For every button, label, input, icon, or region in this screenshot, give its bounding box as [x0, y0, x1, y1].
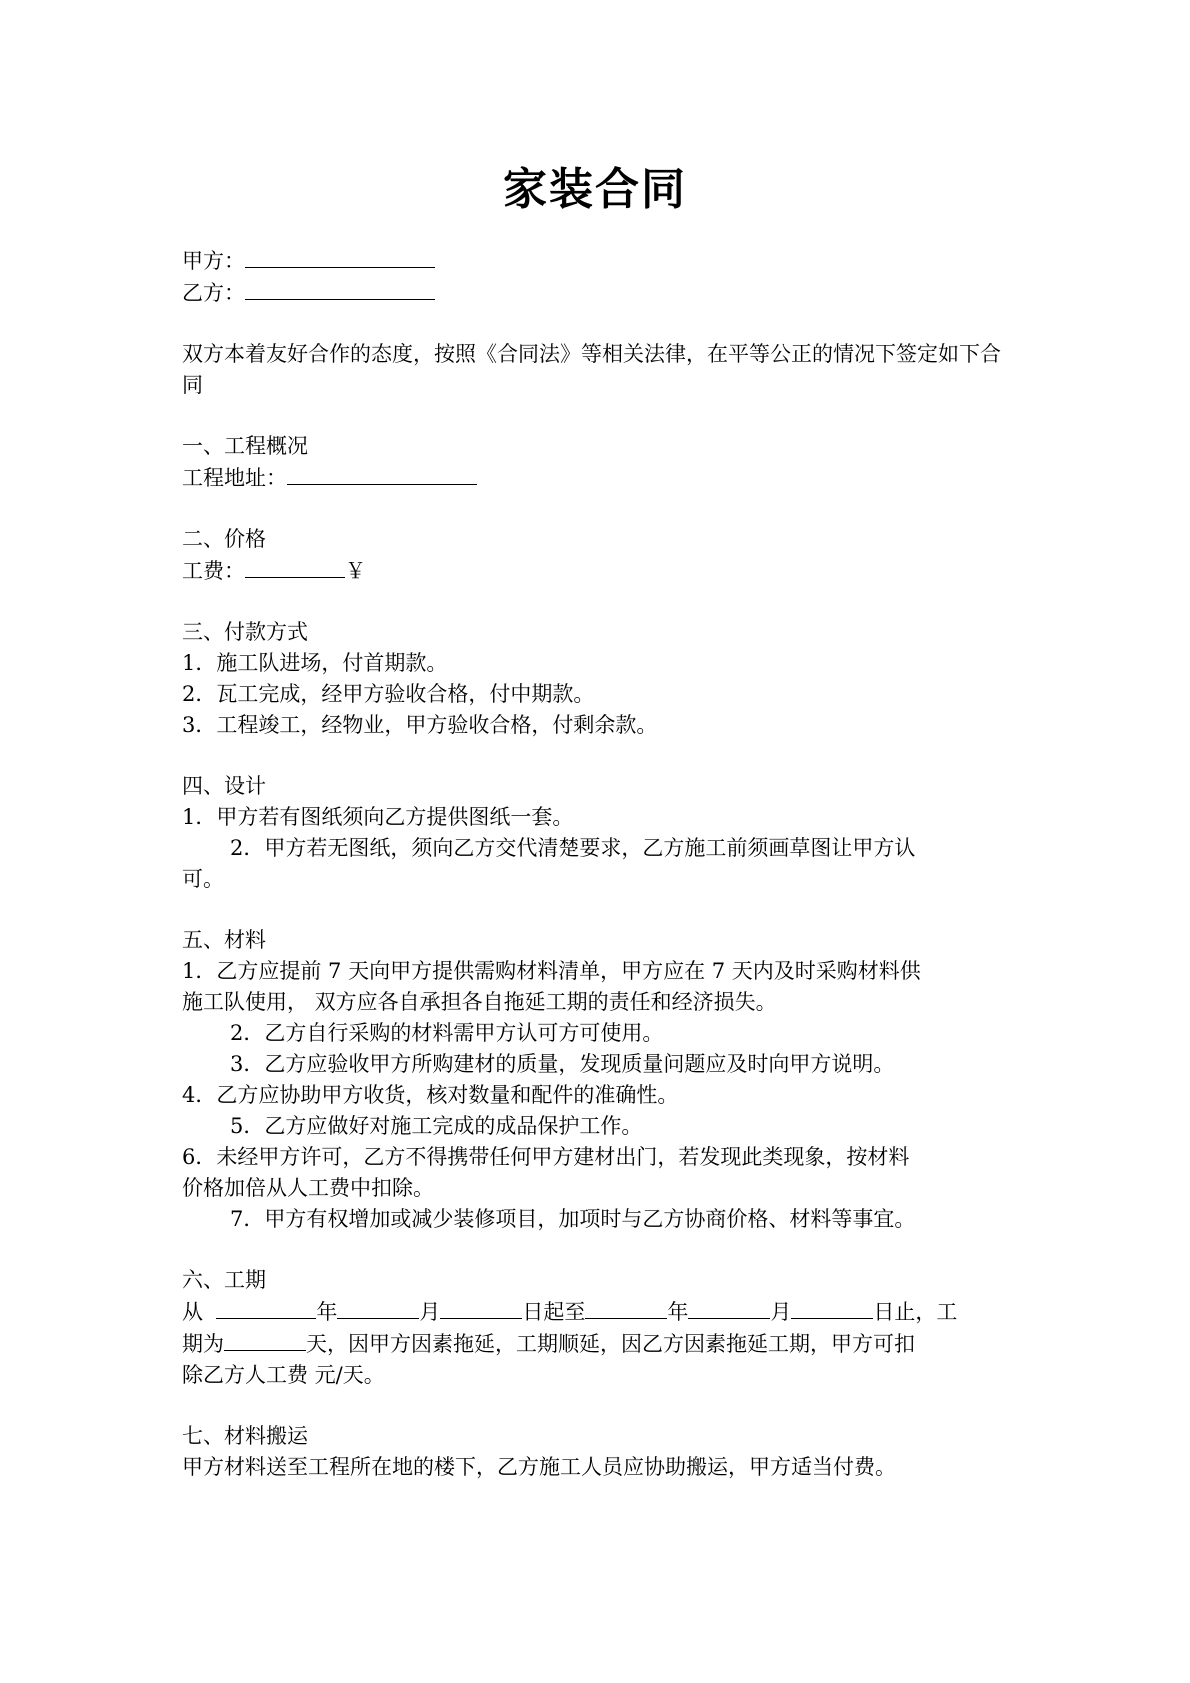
days-blank — [224, 1328, 306, 1351]
end-day-blank — [791, 1296, 873, 1319]
list-item: 1．甲方若有图纸须向乙方提供图纸一套。 — [182, 805, 574, 829]
s2-heading: 二、价格 — [182, 527, 266, 551]
party-b-line — [182, 277, 1012, 309]
day-to-label: 日止，工 — [873, 1300, 958, 1324]
s7-heading: 七、材料搬运 — [182, 1424, 308, 1448]
from-label: 从 — [182, 1300, 203, 1324]
year-label: 年 — [316, 1300, 338, 1324]
month-label: 月 — [770, 1300, 792, 1324]
list-item: 3．工程竣工，经物业，甲方验收合格，付剩余款。 — [182, 713, 658, 737]
s6-heading: 六、工期 — [182, 1268, 266, 1292]
s5-heading: 五、材料 — [182, 928, 266, 952]
start-day-blank — [440, 1296, 522, 1319]
s7-text: 甲方材料送至工程所在地的楼下，乙方施工人员应协助搬运，甲方适当付费。 — [182, 1455, 896, 1479]
end-month-blank — [688, 1296, 770, 1319]
address-blank — [287, 462, 477, 485]
end-year-blank — [585, 1296, 667, 1319]
intro-paragraph: 双方本着友好合作的态度，按照《合同法》等相关法律，在平等公正的情况下签定如下合同 — [182, 342, 1001, 397]
party-a-label: 甲方： — [182, 249, 245, 273]
list-item: 7．甲方有权增加或减少装修项目，加项时与乙方协商价格、材料等事宜。 — [230, 1207, 916, 1231]
s1-heading: 一、工程概况 — [182, 434, 308, 458]
currency-symbol: ￥ — [345, 559, 366, 583]
day-from-label: 日起至 — [522, 1300, 586, 1324]
list-item: 施工队使用， 双方应各自承担各自拖延工期的责任和经济损失。 — [182, 990, 777, 1014]
fee-blank — [245, 555, 345, 578]
year-label: 年 — [667, 1300, 689, 1324]
document-title: 家装合同 — [503, 164, 687, 215]
fee-label: 工费： — [182, 559, 245, 583]
party-b-blank — [245, 277, 435, 300]
address-line — [182, 462, 1012, 494]
list-item: 6．未经甲方许可，乙方不得携带任何甲方建材出门，若发现此类现象，按材料 — [182, 1145, 910, 1169]
list-item: 4．乙方应协助甲方收货，核对数量和配件的准确性。 — [182, 1083, 679, 1107]
days-text: 天，因甲方因素拖延，工期顺延，因乙方因素拖延工期，甲方可扣 — [306, 1332, 915, 1356]
party-a-line — [182, 245, 1012, 277]
month-label: 月 — [419, 1300, 441, 1324]
list-item: 3．乙方应验收甲方所购建材的质量，发现质量问题应及时向甲方说明。 — [230, 1052, 895, 1076]
period-line-1 — [182, 1296, 1012, 1328]
list-item: 2．瓦工完成，经甲方验收合格，付中期款。 — [182, 682, 595, 706]
fee-line — [182, 555, 1012, 587]
s4-heading: 四、设计 — [182, 774, 266, 798]
period-line-2 — [182, 1328, 1012, 1360]
address-label: 工程地址： — [182, 466, 287, 490]
list-item: 价格加倍从人工费中扣除。 — [182, 1176, 434, 1200]
list-item: 5．乙方应做好对施工完成的成品保护工作。 — [230, 1114, 643, 1138]
document-body — [182, 245, 1012, 1483]
start-month-blank — [337, 1296, 419, 1319]
list-item: 1．乙方应提前 7 天向甲方提供需购材料清单，甲方应在 7 天内及时采购材料供 — [182, 959, 921, 983]
period-line-3: 除乙方人工费 元/天。 — [182, 1363, 385, 1387]
list-item: 1．施工队进场，付首期款。 — [182, 651, 448, 675]
s3-heading: 三、付款方式 — [182, 620, 308, 644]
list-item: 2．甲方若无图纸，须向乙方交代清楚要求，乙方施工前须画草图让甲方认 — [230, 836, 916, 860]
period-label: 期为 — [182, 1332, 224, 1356]
party-b-label: 乙方： — [182, 281, 245, 305]
party-a-blank — [245, 245, 435, 268]
list-item: 2．乙方自行采购的材料需甲方认可方可使用。 — [230, 1021, 664, 1045]
list-item: 可。 — [182, 867, 224, 891]
start-year-blank — [216, 1296, 316, 1319]
